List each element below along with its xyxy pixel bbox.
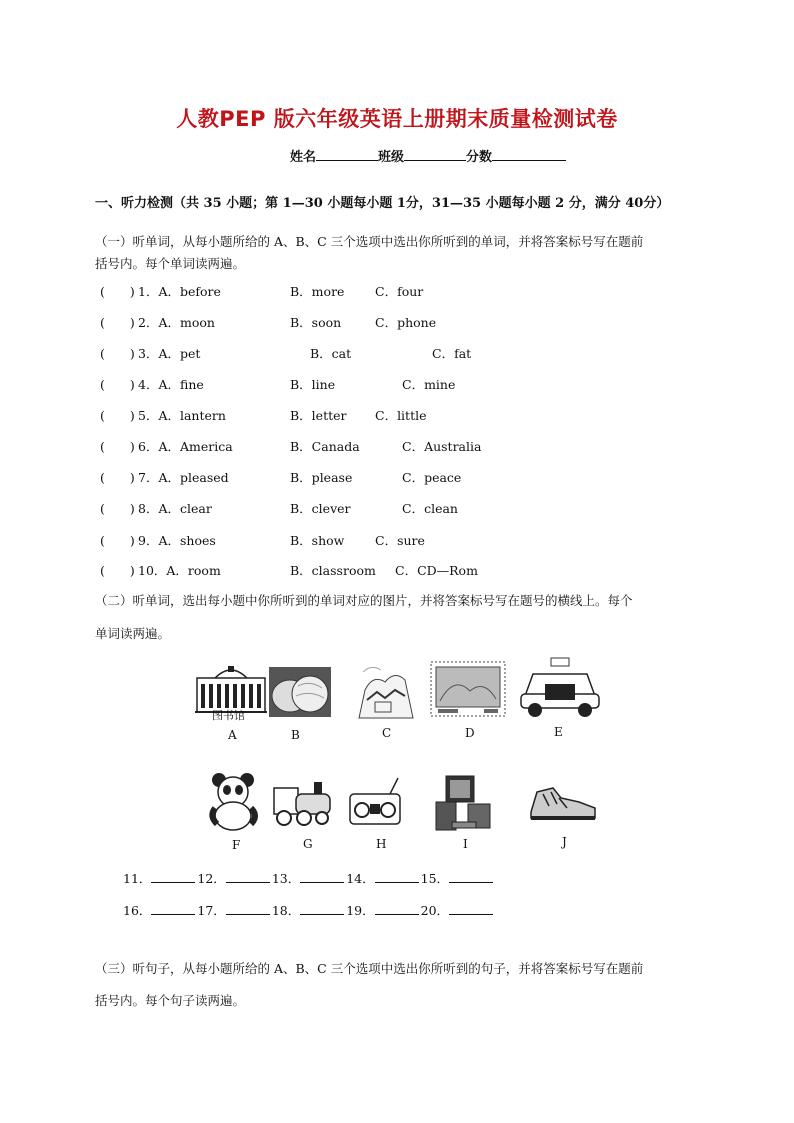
option-c: C．mine — [402, 377, 456, 392]
option-c: C．CD—Rom — [395, 563, 478, 578]
option-c: C．four — [375, 284, 424, 299]
blank-label: 16． — [123, 903, 152, 918]
blank-label: 12． — [197, 871, 226, 886]
answer-blank[interactable] — [226, 871, 270, 883]
computer-picture — [432, 772, 494, 832]
student-info-line — [290, 146, 566, 165]
option-a: 9．A．shoes — [138, 533, 216, 548]
answer-blanks-row-1 — [123, 869, 495, 887]
name-label: 姓名 — [290, 150, 317, 165]
part-3-instruction-line-2: 括号内。每个句子读两遍。 — [95, 993, 246, 1008]
answer-paren[interactable]: ( ) — [100, 439, 135, 454]
answer-blank[interactable] — [449, 903, 493, 915]
option-b: B．please — [290, 470, 353, 485]
picture-letter-c: C — [382, 726, 392, 740]
option-c: C．peace — [402, 470, 462, 485]
shoe-picture — [527, 778, 599, 826]
answer-paren[interactable]: ( ) — [100, 501, 135, 516]
option-b: B．more — [290, 284, 345, 299]
part-1-instruction-line-1: （一）听单词，从每小题所给的 A、B、C 三个选项中选出你所听到的单词，并将答案标号写在题前 — [95, 234, 644, 249]
option-b: B．show — [290, 533, 345, 548]
picture-letter-i: I — [463, 837, 468, 851]
answer-paren[interactable]: ( ) — [100, 533, 135, 548]
train-picture — [270, 772, 336, 828]
mooncake-picture — [268, 666, 332, 718]
option-c: C．clean — [402, 501, 458, 516]
blank-label: 14． — [346, 871, 375, 886]
option-b: B．line — [290, 377, 336, 392]
answer-paren[interactable]: ( ) — [100, 563, 135, 578]
score-blank[interactable] — [492, 148, 566, 161]
taxi-picture — [517, 656, 603, 718]
option-a: 1．A．before — [138, 284, 221, 299]
answer-blank[interactable] — [151, 903, 195, 915]
page-title: 人教PEP 版六年级英语上册期末质量检测试卷 — [176, 107, 618, 131]
class-blank[interactable] — [404, 148, 466, 161]
option-b: B．Canada — [290, 439, 360, 454]
great-wall-picture — [355, 660, 417, 722]
picture-letter-b: B — [291, 728, 300, 742]
option-c: C．fat — [432, 346, 472, 361]
picture-letter-e: E — [554, 725, 563, 739]
blank-label: 13． — [271, 871, 301, 886]
option-b: B．clever — [290, 501, 351, 516]
class-label: 班级 — [378, 150, 405, 165]
option-b: B．classroom — [290, 563, 376, 578]
option-c: C．phone — [375, 315, 437, 330]
answer-paren[interactable]: ( ) — [100, 408, 135, 423]
blank-label: 11． — [123, 871, 152, 886]
answer-blank[interactable] — [151, 871, 195, 883]
picture-letter-d: D — [465, 726, 475, 740]
option-a: 2．A．moon — [138, 315, 215, 330]
option-b: B．soon — [290, 315, 342, 330]
answer-blank[interactable] — [226, 903, 270, 915]
blank-label: 18． — [271, 903, 301, 918]
option-b: B．letter — [290, 408, 347, 423]
part-1-instruction — [95, 231, 705, 275]
picture-letter-h: H — [376, 837, 387, 851]
option-c: C．sure — [375, 533, 425, 548]
section-1-title: 一、听力检测（共 35 小题；第 1—30 小题每小题 1分，31—35 小题每小题 2 分，满分 40分） — [95, 196, 670, 211]
picture-letter-f: F — [232, 838, 241, 852]
answer-blank[interactable] — [300, 903, 344, 915]
answer-paren[interactable]: ( ) — [100, 315, 135, 330]
answer-blank[interactable] — [449, 871, 493, 883]
part-2-instruction-line-2: 单词读两遍。 — [95, 626, 171, 641]
score-label: 分数 — [466, 150, 493, 165]
answer-blank[interactable] — [375, 903, 419, 915]
option-a: 5．A．lantern — [138, 408, 226, 423]
answer-paren[interactable]: ( ) — [100, 470, 135, 485]
option-a: 3．A．pet — [138, 346, 201, 361]
blank-label: 19． — [346, 903, 375, 918]
option-c: C．Australia — [402, 439, 482, 454]
part-2-instruction-line-1: （二）听单词，选出每小题中你所听到的单词对应的图片，并将答案标号写在题号的横线上。每个 — [95, 593, 633, 608]
blank-label: 20． — [420, 903, 450, 918]
picture-letter-g: G — [303, 837, 313, 851]
option-b: B．cat — [310, 346, 352, 361]
option-a: 8．A．clear — [138, 501, 212, 516]
picture-letter-a: A — [228, 728, 237, 742]
name-blank[interactable] — [316, 148, 378, 161]
answer-paren[interactable]: ( ) — [100, 284, 135, 299]
part-1-instruction-line-2: 括号内。每个单词读两遍。 — [95, 256, 246, 271]
blank-label: 15． — [420, 871, 450, 886]
part-3-instruction-line-1: （三）听句子，从每小题所给的 A、B、C 三个选项中选出你所听到的句子，并将答案标号写在题前 — [95, 961, 644, 976]
option-a: 4．A．fine — [138, 377, 204, 392]
library-caption: 图书馆 — [212, 709, 245, 722]
panda-picture — [203, 770, 265, 832]
radio-picture — [346, 776, 406, 828]
option-a: 7．A．pleased — [138, 470, 229, 485]
blank-label: 17． — [197, 903, 226, 918]
option-c: C．little — [375, 408, 427, 423]
answer-paren[interactable]: ( ) — [100, 377, 135, 392]
answer-blank[interactable] — [375, 871, 419, 883]
option-a: 10．A．room — [138, 563, 221, 578]
answer-blank[interactable] — [300, 871, 344, 883]
answer-paren[interactable]: ( ) — [100, 346, 135, 361]
answer-blanks-row-2 — [123, 901, 495, 919]
option-a: 6．A．America — [138, 439, 233, 454]
picture-letter-j: J — [562, 835, 567, 849]
stamp-picture — [430, 661, 506, 717]
